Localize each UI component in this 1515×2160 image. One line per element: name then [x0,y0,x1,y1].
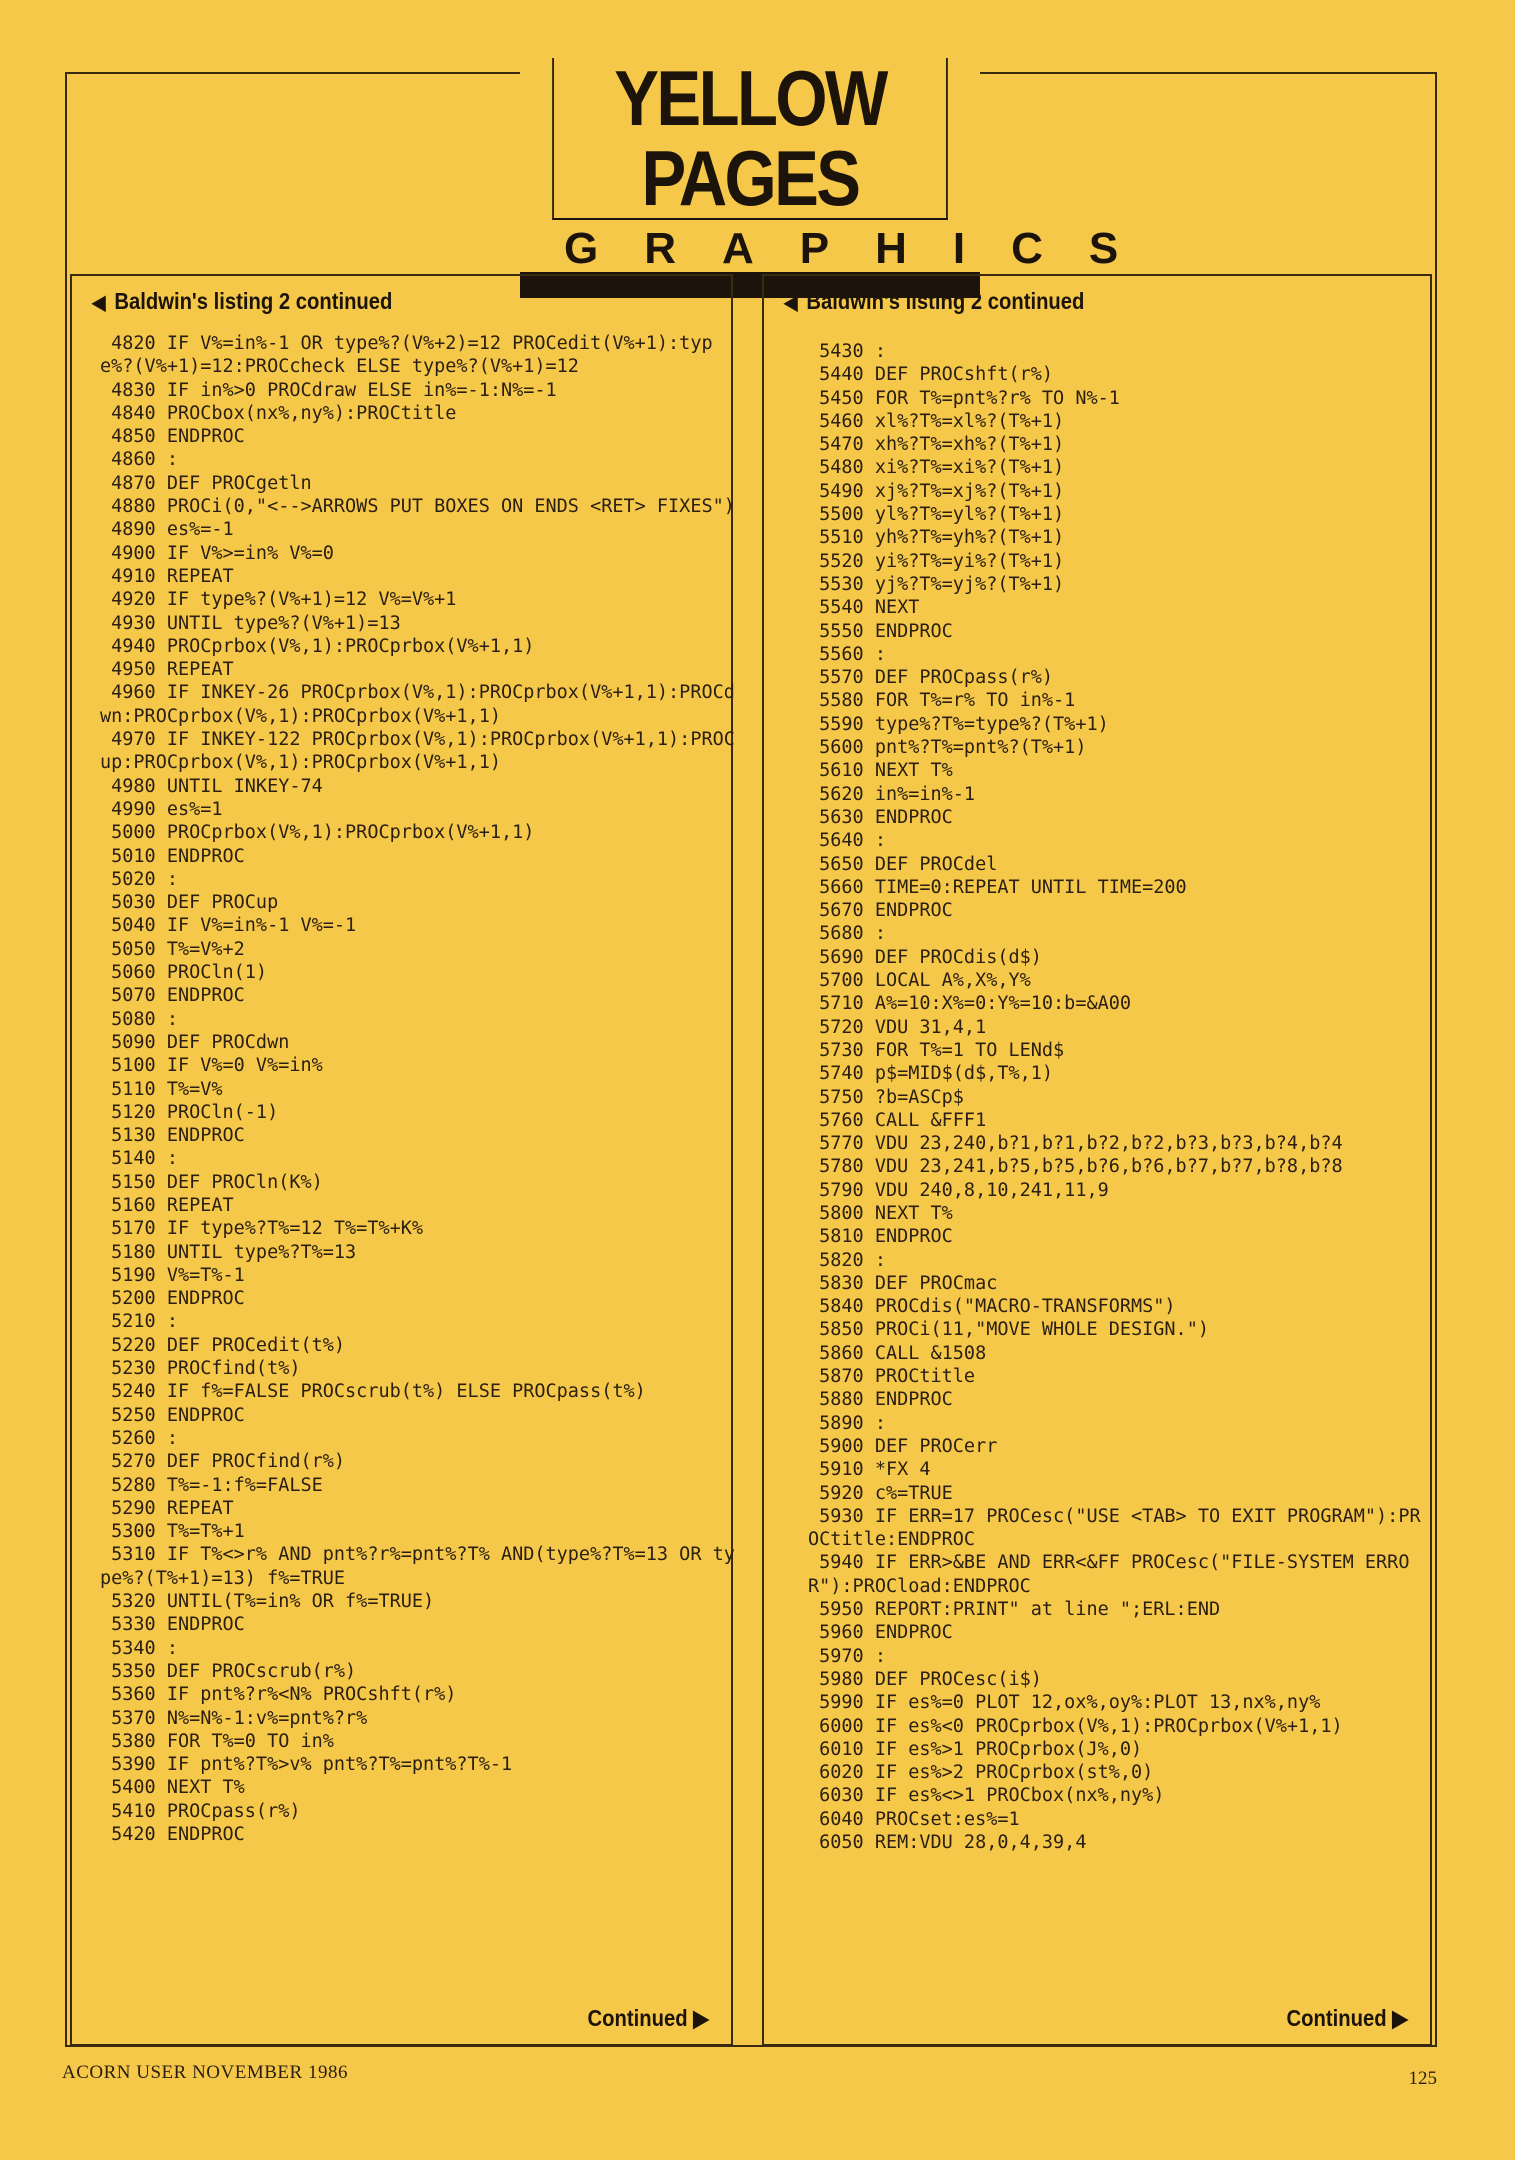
code-line: 5960 ENDPROC [808,1622,953,1644]
code-line: 5480 xi%?T%=xi%?(T%+1) [808,457,1065,479]
column-heading [92,288,654,315]
code-line: 5440 DEF PROCshft(r%) [808,364,1054,386]
code-line: 4990 es%=1 [100,798,223,820]
code-line: 5870 PROCtitle [808,1366,976,1388]
code-line: 5080 : [100,1008,178,1030]
code-line: 5630 ENDPROC [808,806,953,828]
code-line: 5310 IF T%<>r% AND pnt%?r%=pnt%?T% AND(type%?T%=13 OR type%?(T%+1)=13) f%=TRUE [100,1544,735,1589]
code-line: 4920 IF type%?(V%+1)=12 V%=V%+1 [100,589,457,611]
code-line: 5700 LOCAL A%,X%,Y% [808,970,1031,992]
code-line: 5920 c%=TRUE [808,1482,953,1504]
code-line: 5130 ENDPROC [100,1125,245,1147]
code-line: 5390 IF pnt%?T%>v% pnt%?T%=pnt%?T%-1 [100,1754,513,1776]
code-line: 5330 ENDPROC [100,1614,245,1636]
code-line: 5750 ?b=ASCp$ [808,1086,964,1108]
code-line: 5280 T%=-1:f%=FALSE [100,1474,323,1496]
code-line: 6010 IF es%>1 PROCprbox(J%,0) [808,1738,1143,1760]
code-line: 5900 DEF PROCerr [808,1435,998,1457]
code-line: 5950 REPORT:PRINT" at line ";ERL:END [808,1599,1221,1621]
code-line: 5530 yj%?T%=yj%?(T%+1) [808,573,1065,595]
code-line: 5340 : [100,1637,178,1659]
code-line: 5060 PROCln(1) [100,962,268,984]
code-line: 5400 NEXT T% [100,1777,245,1799]
code-line: 5760 CALL &FFF1 [808,1109,987,1131]
code-line: 5160 REPEAT [100,1194,234,1216]
continued-label: Continued ▶ [587,2005,709,2031]
code-line: 5890 : [808,1412,886,1434]
code-line: 5150 DEF PROCln(K%) [100,1171,323,1193]
code-line: 5840 PROCdis("MACRO-TRANSFORMS") [808,1296,1176,1318]
code-line: 5970 : [808,1645,886,1667]
code-line: 5540 NEXT [808,597,920,619]
continued-label: Continued ▶ [1286,2005,1408,2031]
code-line: 5800 NEXT T% [808,1202,953,1224]
code-listing [808,340,1428,1854]
code-line: 5450 FOR T%=pnt%?r% TO N%-1 [808,387,1120,409]
code-line: 5430 : [808,341,886,362]
code-line: 5140 : [100,1148,178,1170]
code-line: 5000 PROCprbox(V%,1):PROCprbox(V%+1,1) [100,822,535,844]
code-line: 5550 ENDPROC [808,620,953,642]
code-line: 5680 : [808,923,886,945]
code-line: 5520 yi%?T%=yi%?(T%+1) [808,550,1065,572]
code-line: 4840 PROCbox(nx%,ny%):PROCtitle [100,402,457,424]
code-line: 5790 VDU 240,8,10,241,11,9 [808,1179,1109,1201]
code-line: 5600 pnt%?T%=pnt%?(T%+1) [808,737,1087,759]
code-line: 6040 PROCset:es%=1 [808,1808,1020,1830]
column-heading-text: Baldwin's listing 2 continued [114,288,393,314]
code-line: 5620 in%=in%-1 [808,783,976,805]
code-line: 5010 ENDPROC [100,845,245,867]
code-line: 4890 es%=-1 [100,519,234,541]
code-line: 5860 CALL &1508 [808,1342,987,1364]
code-line: 4940 PROCprbox(V%,1):PROCprbox(V%+1,1) [100,635,535,657]
code-line: 5380 FOR T%=0 TO in% [100,1730,334,1752]
column-heading-text: Baldwin's listing 2 continued [806,288,1085,314]
code-line: 5660 TIME=0:REPEAT UNTIL TIME=200 [808,876,1187,898]
code-line: 5650 DEF PROCdel [808,853,998,875]
code-line: 4950 REPEAT [100,659,234,681]
code-line: 5570 DEF PROCpass(r%) [808,667,1054,689]
masthead-subtitle: GRAPHICS [564,224,1165,273]
code-line: 5640 : [808,830,886,852]
code-line: 5070 ENDPROC [100,985,245,1007]
code-line: 5230 PROCfind(t%) [100,1358,301,1380]
code-line: 5170 IF type%?T%=12 T%=T%+K% [100,1218,424,1240]
code-line: 5850 PROCi(11,"MOVE WHOLE DESIGN.") [808,1319,1209,1341]
code-line: 5410 PROCpass(r%) [100,1800,301,1822]
code-line: 5270 DEF PROCfind(r%) [100,1451,346,1473]
code-line: 5220 DEF PROCedit(t%) [100,1334,346,1356]
code-line: 5420 ENDPROC [100,1824,245,1845]
code-line: 5360 IF pnt%?r%<N% PROCshft(r%) [100,1684,457,1706]
listing-column-right [762,274,1432,2046]
listing-column-left [70,274,733,2046]
code-line: 4960 IF INKEY-26 PROCprbox(V%,1):PROCprbox(V%+1,1):PROCdwn:PROCprbox(V%,1):PROCprbox(V%+1,1) [100,682,735,727]
code-line: 4930 UNTIL type%?(V%+1)=13 [100,612,401,634]
code-line: 5320 UNTIL(T%=in% OR f%=TRUE) [100,1591,435,1613]
code-line: 5720 VDU 31,4,1 [808,1016,987,1038]
code-line: 5730 FOR T%=1 TO LENd$ [808,1039,1065,1061]
code-line: 4910 REPEAT [100,565,234,587]
code-line: 5210 : [100,1311,178,1333]
code-line: 5190 V%=T%-1 [100,1264,245,1286]
code-line: 5110 T%=V% [100,1078,223,1100]
code-line: 5560 : [808,643,886,665]
code-line: 5300 T%=T%+1 [100,1521,245,1543]
code-line: 5770 VDU 23,240,b?1,b?1,b?2,b?2,b?3,b?3,b?4,b?4 [808,1133,1343,1155]
code-line: 5470 xh%?T%=xh%?(T%+1) [808,434,1065,456]
code-line: 5370 N%=N%-1:v%=pnt%?r% [100,1707,368,1729]
code-line: 5880 ENDPROC [808,1389,953,1411]
code-line: 5500 yl%?T%=yl%?(T%+1) [808,504,1065,526]
code-line: 5120 PROCln(-1) [100,1101,279,1123]
code-line: 5460 xl%?T%=xl%?(T%+1) [808,410,1065,432]
code-listing [100,332,736,1846]
code-line: 5040 IF V%=in%-1 V%=-1 [100,915,357,937]
code-line: 5580 FOR T%=r% TO in%-1 [808,690,1076,712]
code-line: 4970 IF INKEY-122 PROCprbox(V%,1):PROCprbox(V%+1,1):PROCup:PROCprbox(V%,1):PROCprbox(V%+1,1) [100,729,735,774]
code-line: 5200 ENDPROC [100,1288,245,1310]
code-line: 5510 yh%?T%=yh%?(T%+1) [808,527,1065,549]
code-line: 4850 ENDPROC [100,426,245,448]
page-number: 125 [1408,2068,1437,2089]
code-line: 5820 : [808,1249,886,1271]
code-line: 5810 ENDPROC [808,1226,953,1248]
code-line: 5030 DEF PROCup [100,892,279,914]
left-arrow-icon: ◀ [784,292,798,314]
code-line: 4870 DEF PROCgetln [100,472,312,494]
code-line: 5710 A%=10:X%=0:Y%=10:b=&A00 [808,993,1132,1015]
left-arrow-icon: ◀ [92,292,106,314]
code-line: 5260 : [100,1427,178,1449]
code-line: 5590 type%?T%=type%?(T%+1) [808,713,1109,735]
code-line: 5240 IF f%=FALSE PROCscrub(t%) ELSE PROCpass(t%) [100,1381,646,1403]
code-line: 5910 *FX 4 [808,1459,931,1481]
code-line: 4860 : [100,449,178,471]
code-line: 5180 UNTIL type%?T%=13 [100,1241,357,1263]
code-line: 5020 : [100,868,178,890]
code-line: 5690 DEF PROCdis(d$) [808,946,1042,968]
code-line: 5350 DEF PROCscrub(r%) [100,1660,357,1682]
code-line: 5100 IF V%=0 V%=in% [100,1055,323,1077]
column-heading [784,288,1352,315]
code-line: 6030 IF es%<>1 PROCbox(nx%,ny%) [808,1785,1165,1807]
code-line: 5610 NEXT T% [808,760,953,782]
code-line: 6020 IF es%>2 PROCprbox(st%,0) [808,1762,1154,1784]
code-line: 5830 DEF PROCmac [808,1272,998,1294]
code-line: 5990 IF es%=0 PLOT 12,ox%,oy%:PLOT 13,nx%,ny% [808,1692,1321,1714]
code-line: 4880 PROCi(0,"<-->ARROWS PUT BOXES ON ENDS <RET> FIXES") [100,496,735,518]
code-line: 6050 REM:VDU 28,0,4,39,4 [808,1832,1087,1853]
code-line: 4900 IF V%>=in% V%=0 [100,542,334,564]
code-line: 5670 ENDPROC [808,900,953,922]
code-line: 5780 VDU 23,241,b?5,b?5,b?6,b?6,b?7,b?7,b?8,b?8 [808,1156,1343,1178]
code-line: 4830 IF in%>0 PROCdraw ELSE in%=-1:N%=-1 [100,379,557,401]
code-line: 5290 REPEAT [100,1497,234,1519]
code-line: 5250 ENDPROC [100,1404,245,1426]
code-line: 5980 DEF PROCesc(i$) [808,1668,1042,1690]
code-line: 4820 IF V%=in%-1 OR type%?(V%+2)=12 PROCedit(V%+1):type%?(V%+1)=12:PROCcheck ELSE type%?(V%+1)=12 [100,333,713,378]
code-line: 5740 p$=MID$(d$,T%,1) [808,1063,1054,1085]
code-line: 5940 IF ERR>&BE AND ERR<&FF PROCesc("FILE-SYSTEM ERROR"):PROCload:ENDPROC [808,1552,1410,1597]
code-line: 5090 DEF PROCdwn [100,1031,290,1053]
code-line: 6000 IF es%<0 PROCprbox(V%,1):PROCprbox(V%+1,1) [808,1715,1343,1737]
code-line: 5930 IF ERR=17 PROCesc("USE <TAB> TO EXIT PROGRAM"):PROCtitle:ENDPROC [808,1505,1421,1551]
code-line: 4980 UNTIL INKEY-74 [100,775,323,797]
publication-footer: ACORN USER NOVEMBER 1986 [62,2062,348,2083]
masthead-title: YELLOW PAGES [552,58,948,220]
code-line: 5490 xj%?T%=xj%?(T%+1) [808,480,1065,502]
code-line: 5050 T%=V%+2 [100,938,245,960]
masthead [520,54,1165,273]
